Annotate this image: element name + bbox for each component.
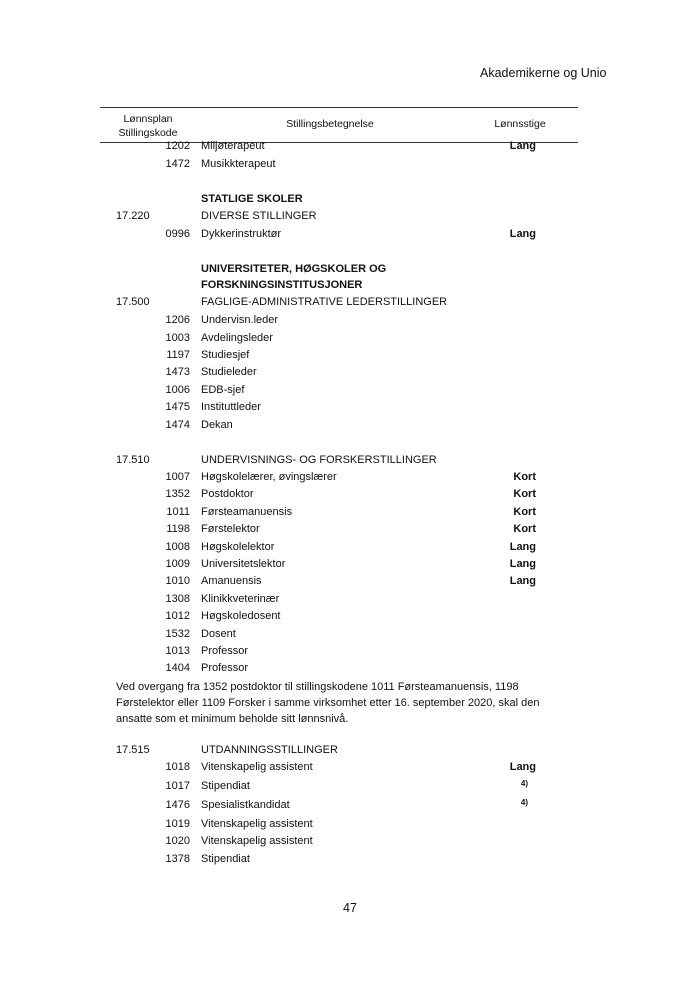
table-row: [0, 833, 700, 850]
salary-ladder: Lang: [509, 575, 536, 587]
col-header-title: Stillingsbetegnelse: [286, 118, 374, 130]
table-row: [0, 660, 700, 677]
table-row: [0, 759, 700, 776]
section-title: STATLIGE SKOLER: [201, 193, 303, 205]
table-row: [0, 556, 700, 573]
table-row: [0, 816, 700, 833]
col-header-plan: Lønnsplan: [123, 113, 173, 125]
section-heading: [0, 261, 700, 278]
job-title: Postdoktor: [201, 488, 254, 500]
job-title: EDB-sjef: [201, 384, 245, 396]
table-row: [0, 521, 700, 538]
page-number: 47: [343, 901, 357, 915]
salary-ladder: Lang: [509, 541, 536, 553]
job-code: 1472: [165, 158, 190, 170]
section-title: UNIVERSITETER, HØGSKOLER OG: [201, 263, 387, 275]
group-row: [0, 294, 700, 311]
table-row: [0, 643, 700, 660]
group-title: FAGLIGE-ADMINISTRATIVE LEDERSTILLINGER: [201, 296, 448, 308]
salary-plan: 17.220: [116, 210, 150, 222]
group-title: UTDANNINGSSTILLINGER: [201, 744, 338, 756]
job-code: 1197: [166, 349, 190, 361]
job-code: 1020: [165, 835, 190, 847]
table-row: [0, 156, 700, 173]
job-title: Førstelektor: [201, 523, 260, 535]
job-code: 1003: [165, 332, 190, 344]
table-row: [0, 399, 700, 416]
job-code: 1476: [165, 799, 190, 811]
table-row: [0, 347, 700, 364]
table-top-rule: [100, 107, 578, 108]
salary-plan: 17.500: [116, 296, 150, 308]
job-code: 0996: [165, 228, 190, 240]
table-row: [0, 417, 700, 434]
job-title: Førsteamanuensis: [201, 506, 293, 518]
job-title: Studieleder: [201, 366, 257, 378]
group-title: UNDERVISNINGS- OG FORSKERSTILLINGER: [201, 454, 437, 466]
note-line: Førstelektor eller 1109 Forsker i samme virksomhet etter 16. september 2020, skal den: [116, 697, 540, 709]
job-title: Stipendiat: [201, 780, 250, 792]
job-code: 1474: [165, 419, 190, 431]
job-code: 1352: [165, 488, 190, 500]
job-code: 1010: [165, 575, 190, 587]
salary-plan: 17.510: [116, 454, 150, 466]
footnote-marker: 4): [520, 798, 528, 807]
job-title: Professor: [201, 645, 249, 657]
table-row: [0, 573, 700, 590]
group-title: DIVERSE STILLINGER: [201, 210, 317, 222]
group-row: [0, 452, 700, 469]
job-title: Professor: [201, 662, 249, 674]
job-title: Instituttleder: [201, 401, 261, 413]
job-code: 1007: [165, 471, 190, 483]
job-title: Studiesjef: [201, 349, 250, 361]
section-heading: [0, 277, 700, 294]
table-row: [0, 626, 700, 643]
col-header-ladder: Lønnsstige: [494, 118, 546, 130]
job-title: Dosent: [201, 628, 236, 640]
col-header-plan-code: [100, 112, 196, 140]
job-title: Undervisn.leder: [201, 314, 279, 326]
job-code: 1473: [165, 366, 190, 378]
job-title: Høgskolelektor: [201, 541, 275, 553]
job-title: Høgskolelærer, øvingslærer: [201, 471, 337, 483]
table-row: [0, 608, 700, 625]
salary-ladder: Lang: [509, 761, 536, 773]
table-row: [0, 591, 700, 608]
job-title: Vitenskapelig assistent: [201, 761, 313, 773]
job-code: 1009: [165, 558, 190, 570]
section-heading: [0, 191, 700, 208]
table-row: [0, 364, 700, 381]
job-title: Spesialistkandidat: [201, 799, 290, 811]
job-code: 1308: [165, 593, 190, 605]
table-row: [0, 469, 700, 486]
section-title: FORSKNINGSINSTITUSJONER: [201, 279, 363, 291]
job-code: 1202: [165, 140, 190, 152]
job-code: 1532: [165, 628, 190, 640]
table-row: [0, 851, 700, 868]
job-title: Dekan: [201, 419, 233, 431]
table-row: [0, 330, 700, 347]
job-code: 1198: [166, 523, 190, 535]
salary-ladder: Kort: [513, 471, 536, 483]
col-header-code: Stillingskode: [118, 127, 178, 139]
running-header: Akademikerne og Unio: [480, 66, 607, 80]
job-code: 1011: [166, 506, 190, 518]
group-row: [0, 742, 700, 759]
job-title: Stipendiat: [201, 853, 250, 865]
job-title: Klinikkveterinær: [201, 593, 280, 605]
note-line: ansatte som et minimum beholde sitt lønnsnivå.: [116, 713, 349, 725]
salary-ladder: Kort: [513, 488, 536, 500]
job-title: Miljøterapeut: [201, 140, 265, 152]
table-row: [0, 504, 700, 521]
salary-ladder: Lang: [509, 140, 536, 152]
job-code: 1206: [165, 314, 190, 326]
footnote-marker: 4): [520, 779, 528, 788]
job-code: 1008: [165, 541, 190, 553]
table-row: [0, 778, 700, 795]
table-row: [0, 226, 700, 243]
job-title: Vitenskapelig assistent: [201, 835, 313, 847]
job-code: 1019: [165, 818, 190, 830]
job-code: 1378: [165, 853, 190, 865]
job-code: 1013: [165, 645, 190, 657]
table-row: [0, 486, 700, 503]
job-code: 1017: [165, 780, 190, 792]
job-code: 1006: [165, 384, 190, 396]
salary-plan: 17.515: [116, 744, 150, 756]
job-title: Amanuensis: [201, 575, 262, 587]
table-row: [0, 312, 700, 329]
job-code: 1475: [165, 401, 190, 413]
job-title: Vitenskapelig assistent: [201, 818, 313, 830]
job-title: Universitetslektor: [201, 558, 286, 570]
job-code: 1012: [165, 610, 190, 622]
transition-note: [116, 679, 566, 727]
table-row: [0, 797, 700, 814]
note-line: Ved overgang fra 1352 postdoktor til stillingskodene 1011 Førsteamanuensis, 1198: [116, 681, 519, 693]
table-row: [0, 382, 700, 399]
job-title: Avdelingsleder: [201, 332, 273, 344]
job-title: Dykkerinstruktør: [201, 228, 282, 240]
job-code: 1018: [165, 761, 190, 773]
salary-ladder: Lang: [509, 228, 536, 240]
job-title: Musikkterapeut: [201, 158, 276, 170]
salary-ladder: Kort: [513, 523, 536, 535]
job-code: 1404: [165, 662, 190, 674]
table-row: [0, 138, 700, 155]
group-row: [0, 208, 700, 225]
salary-ladder: Kort: [513, 506, 536, 518]
job-title: Høgskoledosent: [201, 610, 281, 622]
salary-ladder: Lang: [509, 558, 536, 570]
table-row: [0, 539, 700, 556]
